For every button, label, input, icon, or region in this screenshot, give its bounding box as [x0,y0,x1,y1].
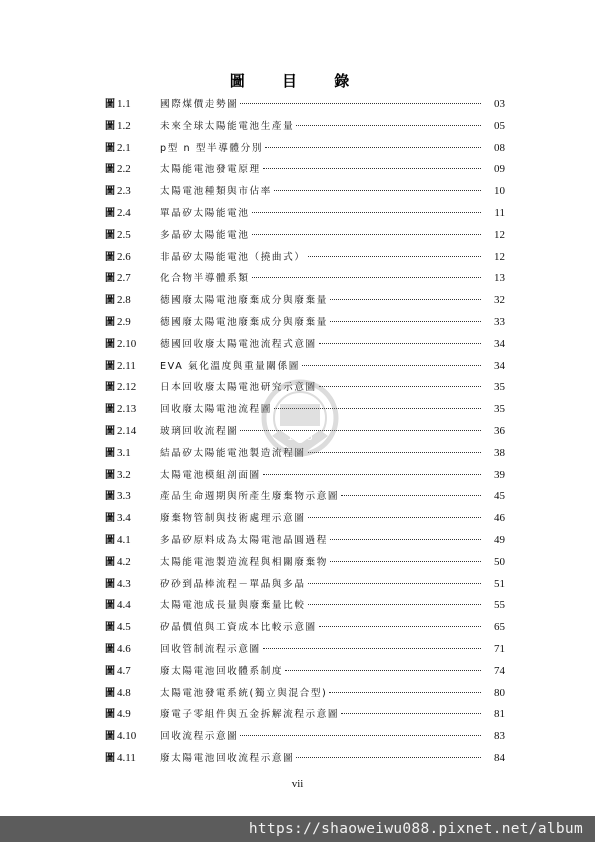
dot-leader [330,538,481,540]
toc-row [105,312,505,334]
figure-label [105,617,160,639]
figure-prefix: 圖 [105,600,115,612]
figure-label [105,399,160,421]
toc-row [105,334,505,356]
dot-leader [308,582,481,584]
figure-prefix: 圖 [105,556,115,568]
figure-title: 日本回收廢太陽電池研究示意圖 [160,382,317,394]
figure-number: 4.9 [117,708,131,721]
figure-prefix: 圖 [105,229,115,241]
toc-row [105,726,505,748]
toc-row [105,268,505,290]
figure-title: 產品生命週期與所產生廢棄物示意圖 [160,491,340,503]
figure-number: 2.13 [117,403,137,416]
figure-title: 太陽電池模組剖面圖 [160,469,261,481]
figure-title: 多晶矽太陽能電池 [160,229,250,241]
figure-title: 太陽電池種類與市佔率 [160,186,272,198]
figure-page: 12 [494,250,505,263]
toc-row [105,486,505,508]
figure-prefix: 圖 [105,273,115,285]
figure-number: 1.2 [117,119,131,132]
figure-label [105,290,160,312]
figure-label [105,661,160,683]
dot-leader [252,276,481,278]
figure-page: 51 [494,577,505,590]
figure-page: 55 [494,599,505,612]
figure-title: 結晶矽太陽能電池製造流程圖 [160,447,306,459]
dot-leader [296,756,481,758]
toc-row [105,181,505,203]
toc-entry[interactable] [160,203,505,225]
dot-leader [285,669,481,671]
figure-number: 3.4 [117,512,131,525]
toc-entry[interactable] [160,726,505,748]
toc-entry[interactable] [160,94,505,116]
toc-entry[interactable] [160,617,505,639]
figure-page: 10 [494,185,505,198]
figure-number: 2.10 [117,337,137,350]
dot-leader [263,473,481,475]
toc-entry[interactable] [160,268,505,290]
figure-page: 34 [494,359,505,372]
toc-row [105,116,505,138]
figure-label [105,704,160,726]
toc-entry[interactable] [160,159,505,181]
watermark-year: 1896 [287,432,313,443]
figure-prefix: 圖 [105,665,115,677]
figure-label [105,334,160,356]
toc-entry[interactable] [160,138,505,160]
figure-prefix: 圖 [105,469,115,481]
figure-title: 回收廢太陽電池流程圖 [160,404,272,416]
figure-title: 廢太陽電池回收體系制度 [160,665,284,677]
figure-number: 4.5 [117,621,131,634]
figure-title: 廢電子零組件與五金拆解流程示意圖 [160,709,340,721]
figure-label [105,508,160,530]
figure-page: 13 [494,272,505,285]
toc-row [105,683,505,705]
figure-title: 太陽能電池製造流程與相關廢棄物 [160,556,328,568]
figure-label [105,138,160,160]
toc-entry[interactable] [160,639,505,661]
figure-page: 80 [494,686,505,699]
figure-number: 2.9 [117,315,131,328]
toc-entry[interactable] [160,116,505,138]
toc-row [105,617,505,639]
toc-row [105,159,505,181]
figure-prefix: 圖 [105,643,115,655]
figure-page: 03 [494,98,505,110]
figure-title: 太陽能電池發電原理 [160,164,261,176]
dot-leader [265,146,481,148]
figure-page: 74 [494,664,505,677]
toc-entry[interactable] [160,334,505,356]
toc-row [105,247,505,269]
toc-entry[interactable] [160,356,505,378]
toc-row [105,639,505,661]
figure-prefix: 圖 [105,752,115,764]
toc-entry[interactable] [160,530,505,552]
figure-title: 非晶矽太陽能電池（撓曲式） [160,251,306,263]
toc-row [105,94,505,116]
figure-number: 3.3 [117,490,131,503]
figure-page: 35 [494,403,505,416]
university-seal-watermark [250,378,350,468]
figure-number: 2.3 [117,185,131,198]
figure-page: 71 [494,642,505,655]
figure-label [105,159,160,181]
figure-prefix: 圖 [105,425,115,437]
figure-prefix: 圖 [105,338,115,350]
figure-number: 2.11 [117,359,136,372]
figure-number: 2.1 [117,141,131,154]
toc-entry[interactable] [160,574,505,596]
figure-prefix: 圖 [105,142,115,154]
dot-leader [263,167,481,169]
figure-title: 回收流程示意圖 [160,731,239,743]
figure-prefix: 圖 [105,99,115,110]
figure-page: 32 [494,294,505,307]
figure-page: 65 [494,621,505,634]
figure-page: 83 [494,730,505,743]
toc-entry[interactable] [160,486,505,508]
figure-label [105,116,160,138]
figure-prefix: 圖 [105,186,115,198]
figure-page: 09 [494,163,505,176]
figure-prefix: 圖 [105,578,115,590]
figure-label [105,443,160,465]
dot-leader [296,124,481,126]
figure-title: 單晶矽太陽能電池 [160,207,250,219]
dot-leader [330,320,481,322]
toc-row [105,595,505,617]
dot-leader [252,211,481,213]
figure-label [105,465,160,487]
figure-prefix: 圖 [105,316,115,328]
figure-prefix: 圖 [105,513,115,525]
figure-number: 4.3 [117,577,131,590]
figure-label [105,312,160,334]
dot-leader [330,560,481,562]
figure-label [105,94,160,116]
figure-label [105,421,160,443]
figure-number: 4.1 [117,533,131,546]
toc-row [105,552,505,574]
dot-leader [341,494,481,496]
toc-entry[interactable] [160,704,505,726]
toc-row [105,704,505,726]
dot-leader [308,255,481,257]
figure-prefix: 圖 [105,360,115,372]
figure-prefix: 圖 [105,687,115,699]
figure-number: 4.4 [117,599,131,612]
figure-title: 廢太陽電池回收流程示意圖 [160,752,295,764]
figure-number: 2.14 [117,424,137,437]
figure-title: 廢棄物管制與技術處理示意圖 [160,513,306,525]
dot-leader [302,364,481,366]
figure-title: 德國廢太陽電池廢棄成分與廢棄量 [160,295,328,307]
figure-title: 太陽電池發電系統(獨立與混合型) [160,687,328,699]
dot-leader [263,647,481,649]
figure-prefix: 圖 [105,622,115,634]
dot-leader [341,712,481,714]
toc-entry[interactable] [160,508,505,530]
figure-prefix: 圖 [105,120,115,132]
toc-entry[interactable] [160,748,505,770]
figure-title: 德國廢太陽電池廢棄成分與廢棄量 [160,316,328,328]
toc-row [105,748,505,770]
figure-page: 45 [494,490,505,503]
figure-label [105,683,160,705]
figure-title: 太陽電池成長量與廢棄量比較 [160,600,306,612]
page-title: 圖 目 錄 [229,72,366,90]
figure-title: 多晶矽原料成為太陽電池晶圓過程 [160,534,328,546]
figure-title: 未來全球太陽能電池生產量 [160,120,295,132]
figure-number: 4.6 [117,642,131,655]
figure-label [105,225,160,247]
figure-number: 4.10 [117,730,137,743]
toc-entry[interactable] [160,225,505,247]
dot-leader [329,691,481,693]
toc-row [105,290,505,312]
figure-prefix: 圖 [105,207,115,219]
figure-page: 46 [494,512,505,525]
figure-prefix: 圖 [105,404,115,416]
figure-label [105,356,160,378]
figure-title: 矽晶價值與工資成本比較示意圖 [160,622,317,634]
dot-leader [308,603,481,605]
figure-label [105,639,160,661]
figure-page: 11 [494,206,505,219]
figure-page: 81 [494,708,505,721]
figure-label [105,181,160,203]
figure-title: 化合物半導體系類 [160,273,250,285]
toc-entry[interactable] [160,595,505,617]
figure-prefix: 圖 [105,491,115,503]
toc-row [105,574,505,596]
toc-row [105,661,505,683]
figure-page: 36 [494,424,505,437]
figure-label [105,268,160,290]
figure-page: 08 [494,141,505,154]
figure-number: 4.7 [117,664,131,677]
figure-number: 2.12 [117,381,137,394]
figure-label [105,574,160,596]
figure-page: 50 [494,555,505,568]
toc-row [105,225,505,247]
dot-leader [252,233,481,235]
footer-url[interactable]: https://shaoweiwu088.pixnet.net/album [248,821,583,837]
toc-row [105,530,505,552]
toc-entry[interactable] [160,661,505,683]
figure-prefix: 圖 [105,295,115,307]
toc-row [105,203,505,225]
dot-leader [240,734,481,736]
figure-number: 2.8 [117,294,131,307]
figure-prefix: 圖 [105,251,115,263]
dot-leader [308,516,481,518]
figure-number: 2.7 [117,272,131,285]
figure-number: 1.1 [117,98,131,110]
figure-number: 2.2 [117,163,131,176]
figure-number: 2.4 [117,206,131,219]
figure-title: 玻璃回收流程圖 [160,425,239,437]
figure-label [105,726,160,748]
figure-number: 2.5 [117,228,131,241]
figure-number: 4.8 [117,686,131,699]
figure-number: 3.1 [117,446,131,459]
figure-page: 12 [494,228,505,241]
figure-page: 38 [494,446,505,459]
figure-title: 回收管制流程示意圖 [160,643,261,655]
dot-leader [240,102,481,104]
figure-label [105,486,160,508]
figure-prefix: 圖 [105,164,115,176]
figure-label [105,247,160,269]
figure-page: 49 [494,533,505,546]
figure-number: 3.2 [117,468,131,481]
figure-prefix: 圖 [105,447,115,459]
figure-title: p型 n 型半導體分別 [160,142,264,154]
figure-page: 39 [494,468,505,481]
toc-entry[interactable] [160,552,505,574]
figure-label [105,203,160,225]
figure-title: 德國回收廢太陽電池流程式意圖 [160,338,317,350]
figure-label [105,377,160,399]
figure-page: 34 [494,337,505,350]
figure-prefix: 圖 [105,709,115,721]
figure-number: 2.6 [117,250,131,263]
toc-entry[interactable] [160,247,505,269]
figure-label [105,530,160,552]
figure-prefix: 圖 [105,731,115,743]
footer-bar [0,816,595,842]
toc-entry[interactable] [160,683,505,705]
figure-page: 84 [494,751,505,764]
dot-leader [274,189,481,191]
figure-label [105,595,160,617]
figure-prefix: 圖 [105,382,115,394]
figure-page: 33 [494,315,505,328]
figure-title: 國際煤價走勢圖 [160,99,239,110]
toc-entry[interactable] [160,181,505,203]
figure-label [105,748,160,770]
figure-title: 矽砂到晶棒流程－單晶與多晶 [160,578,306,590]
toc-row [105,138,505,160]
toc-entry[interactable] [160,290,505,312]
figure-page: 35 [494,381,505,394]
toc-row [105,356,505,378]
toc-entry[interactable] [160,312,505,334]
dot-leader [330,298,481,300]
figure-number: 4.11 [117,751,136,764]
dot-leader [319,342,481,344]
figure-title: EVA 氣化溫度與重量關係圖 [160,360,300,372]
page-number: vii [291,778,304,790]
toc-row [105,508,505,530]
figure-label [105,552,160,574]
dot-leader [319,625,481,627]
figure-prefix: 圖 [105,534,115,546]
figure-page: 05 [494,119,505,132]
figure-number: 4.2 [117,555,131,568]
